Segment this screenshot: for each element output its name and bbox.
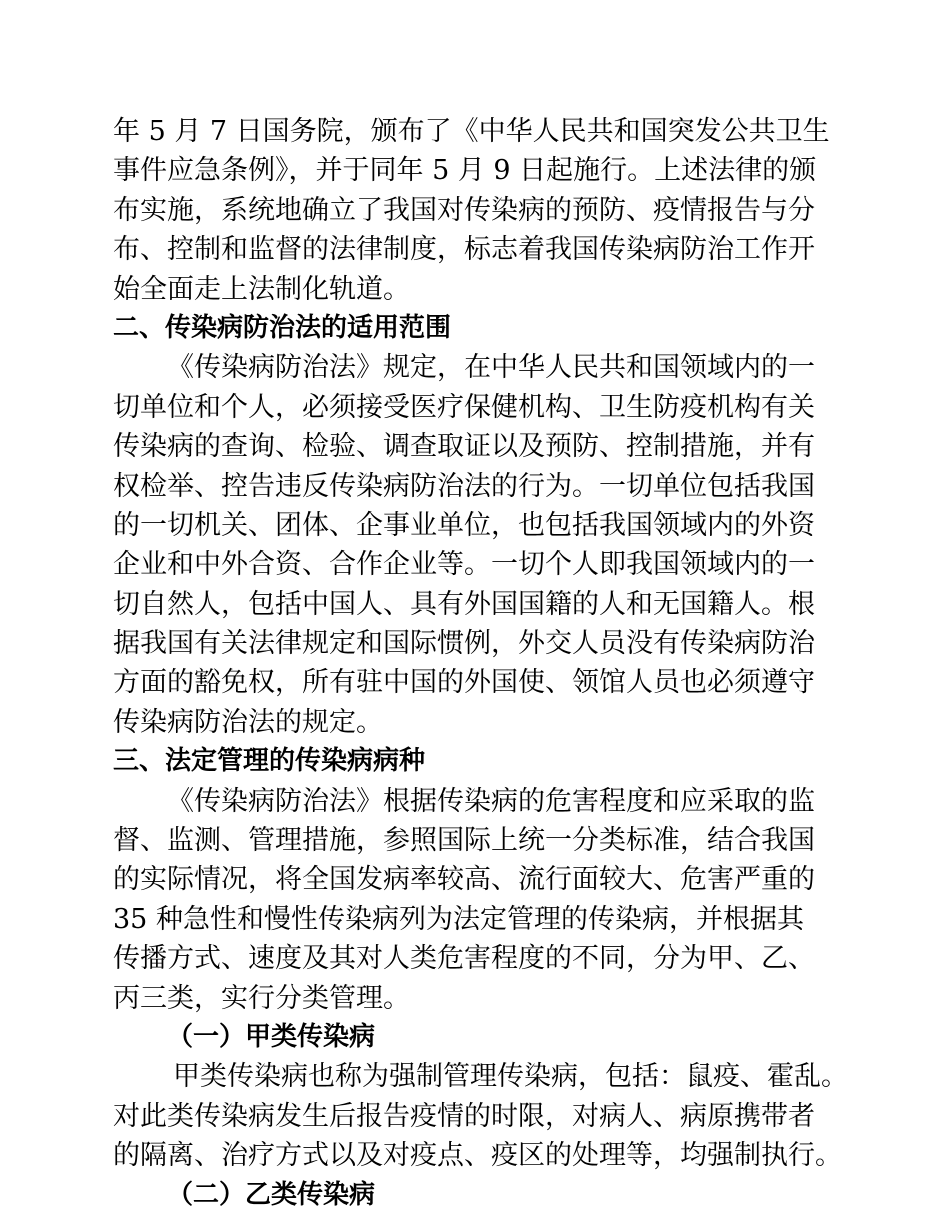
- text-line: 切单位和个人，必须接受医疗保健机构、卫生防疫机构有关: [113, 391, 815, 423]
- text-line: 布实施，系统地确立了我国对传染病的预防、疫情报告与分: [113, 194, 815, 226]
- text-line: 督、监测、管理措施，参照国际上统一分类标准，结合我国: [113, 825, 815, 857]
- text-line: 对此类传染病发生后报告疫情的时限，对病人、病原携带者: [113, 1100, 815, 1132]
- subsection-heading-class-b: （二）乙类传染病: [167, 1179, 376, 1210]
- text-line: 方面的豁免权，所有驻中国的外国使、领馆人员也必须遵守: [113, 667, 815, 699]
- text-line: 据我国有关法律规定和国际惯例，外交人员没有传染病防治: [113, 628, 815, 660]
- text-line: 布、控制和监督的法律制度，标志着我国传染病防治工作开: [113, 234, 815, 266]
- text-line: 年 5 月 7 日国务院，颁布了《中华人民共和国突发公共卫生: [113, 116, 830, 147]
- text-line: 丙三类，实行分类管理。: [113, 982, 410, 1014]
- subsection-heading-class-a: （一）甲类传染病: [167, 1021, 376, 1052]
- text-line: 企业和中外合资、合作企业等。一切个人即我国领域内的一: [113, 549, 815, 581]
- text-line: 甲类传染病也称为强制管理传染病，包括：鼠疫、霍乱。: [173, 1061, 848, 1093]
- text-line: 传播方式、速度及其对人类危害程度的不同，分为甲、乙、: [113, 943, 815, 975]
- text-line: 始全面走上法制化轨道。: [113, 273, 410, 305]
- text-line: 的一切机关、团体、企事业单位，也包括我国领域内的外资: [113, 509, 815, 541]
- text-line: 切自然人，包括中国人、具有外国国籍的人和无国籍人。根: [113, 588, 815, 620]
- text-line: 《传染病防治法》根据传染病的危害程度和应采取的监: [167, 785, 815, 817]
- text-line: 传染病防治法的规定。: [113, 706, 383, 738]
- document-body: [113, 112, 848, 1215]
- section-heading-disease-types: 三、法定管理的传染病病种: [113, 746, 426, 777]
- paragraph-intro: [113, 112, 843, 309]
- text-line: 事件应急条例》，并于同年 5 月 9 日起施行。上述法律的颁: [113, 155, 817, 187]
- text-line: 35 种急性和慢性传染病列为法定管理的传染病，并根据其: [113, 903, 804, 935]
- text-line: 《传染病防治法》规定，在中华人民共和国领域内的一: [167, 352, 815, 384]
- text-line: 的实际情况，将全国发病率较高、流行面较大、危害严重的: [113, 864, 815, 896]
- section-heading-scope: 二、传染病防治法的适用范围: [113, 312, 452, 343]
- paragraph-scope: [113, 348, 843, 742]
- text-line: 权检举、控告违反传染病防治法的行为。一切单位包括我国: [113, 470, 815, 502]
- paragraph-class-a: [113, 1057, 848, 1175]
- text-line: 的隔离、治疗方式以及对疫点、疫区的处理等，均强制执行。: [113, 1140, 842, 1172]
- text-line: 传染病的查询、检验、调查取证以及预防、控制措施，并有: [113, 431, 815, 463]
- paragraph-disease-types: [113, 782, 843, 1018]
